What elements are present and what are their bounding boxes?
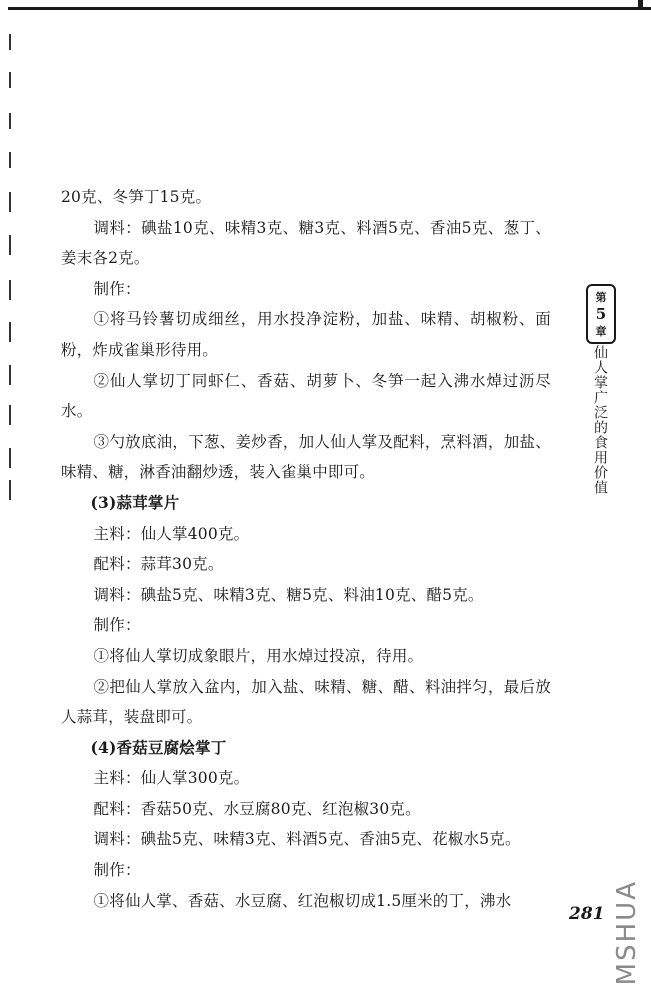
paragraph: ③勺放底油，下葱、姜炒香，加人仙人掌及配料，烹料酒，加盐、味精、糖，淋香油翻炒透，装入雀巢中即可。 bbox=[61, 432, 551, 482]
paragraph: 配料：蒜茸30克。 bbox=[93, 555, 224, 574]
paragraph: ①将仙人掌切成象眼片，用水焯过投凉，待用。 bbox=[93, 646, 424, 665]
left-margin-mark bbox=[9, 34, 11, 50]
left-margin-mark bbox=[9, 448, 11, 468]
chapter-title: 仙人掌广泛的食用价值 bbox=[592, 345, 608, 495]
paragraph: 制作： bbox=[93, 279, 141, 298]
chapter-label-bottom: 章 bbox=[595, 324, 607, 338]
chapter-label-top: 第 bbox=[595, 290, 607, 304]
paragraph: ①将马铃薯切成细丝，用水投净淀粉，加盐、味精、胡椒粉、面粉，炸成雀巢形待用。 bbox=[61, 310, 551, 359]
top-rule bbox=[8, 7, 651, 10]
left-margin-mark bbox=[9, 235, 11, 255]
recipe-text-block bbox=[61, 182, 551, 916]
left-margin-mark bbox=[9, 480, 11, 500]
paragraph: 调料：碘盐10克、味精3克、糖3克、料酒5克、香油5克、葱丁、姜末各2克。 bbox=[61, 218, 551, 268]
paragraph: 主料：仙人掌400克。 bbox=[93, 524, 250, 543]
paragraph: 调料：碘盐5克、味精3克、料酒5克、香油5克、花椒水5克。 bbox=[93, 830, 521, 849]
left-margin-mark bbox=[9, 72, 11, 88]
left-margin-mark bbox=[9, 192, 11, 212]
paragraph: ②把仙人掌放入盆内，加入盐、味精、糖、醋、料油拌匀，最后放人蒜茸，装盘即可。 bbox=[61, 677, 551, 727]
paragraph: 主料：仙人掌300克。 bbox=[93, 769, 250, 788]
paragraph: ②仙人掌切丁同虾仁、香菇、胡萝卜、冬笋一起入沸水焯过沥尽水。 bbox=[61, 371, 551, 421]
paragraph: 制作： bbox=[93, 616, 141, 635]
watermark: MSHUA bbox=[612, 880, 642, 986]
section-heading: (3)蒜茸掌片 bbox=[90, 492, 180, 512]
section-heading: (4)香菇豆腐烩掌丁 bbox=[90, 737, 227, 757]
paragraph: 调料：碘盐5克、味精3克、糖5克、料油10克、醋5克。 bbox=[93, 585, 484, 604]
page-number: 281 bbox=[569, 904, 605, 924]
left-margin-mark bbox=[9, 365, 11, 385]
left-margin-mark bbox=[9, 405, 11, 425]
left-margin-mark bbox=[9, 113, 11, 129]
chapter-number: 5 bbox=[595, 304, 607, 323]
paragraph: ①将仙人掌、香菇、水豆腐、红泡椒切成1.5厘米的丁，沸水 bbox=[93, 891, 512, 910]
top-rule-tick bbox=[638, 0, 643, 7]
paragraph: 配料：香菇50克、水豆腐80克、红泡椒30克。 bbox=[93, 799, 421, 818]
left-margin-mark bbox=[9, 152, 11, 168]
paragraph: 20克、冬笋丁15克。 bbox=[61, 188, 212, 206]
chapter-tab bbox=[586, 284, 616, 344]
left-margin-mark bbox=[9, 280, 11, 300]
left-margin-mark bbox=[9, 322, 11, 342]
paragraph: 制作： bbox=[93, 861, 141, 880]
